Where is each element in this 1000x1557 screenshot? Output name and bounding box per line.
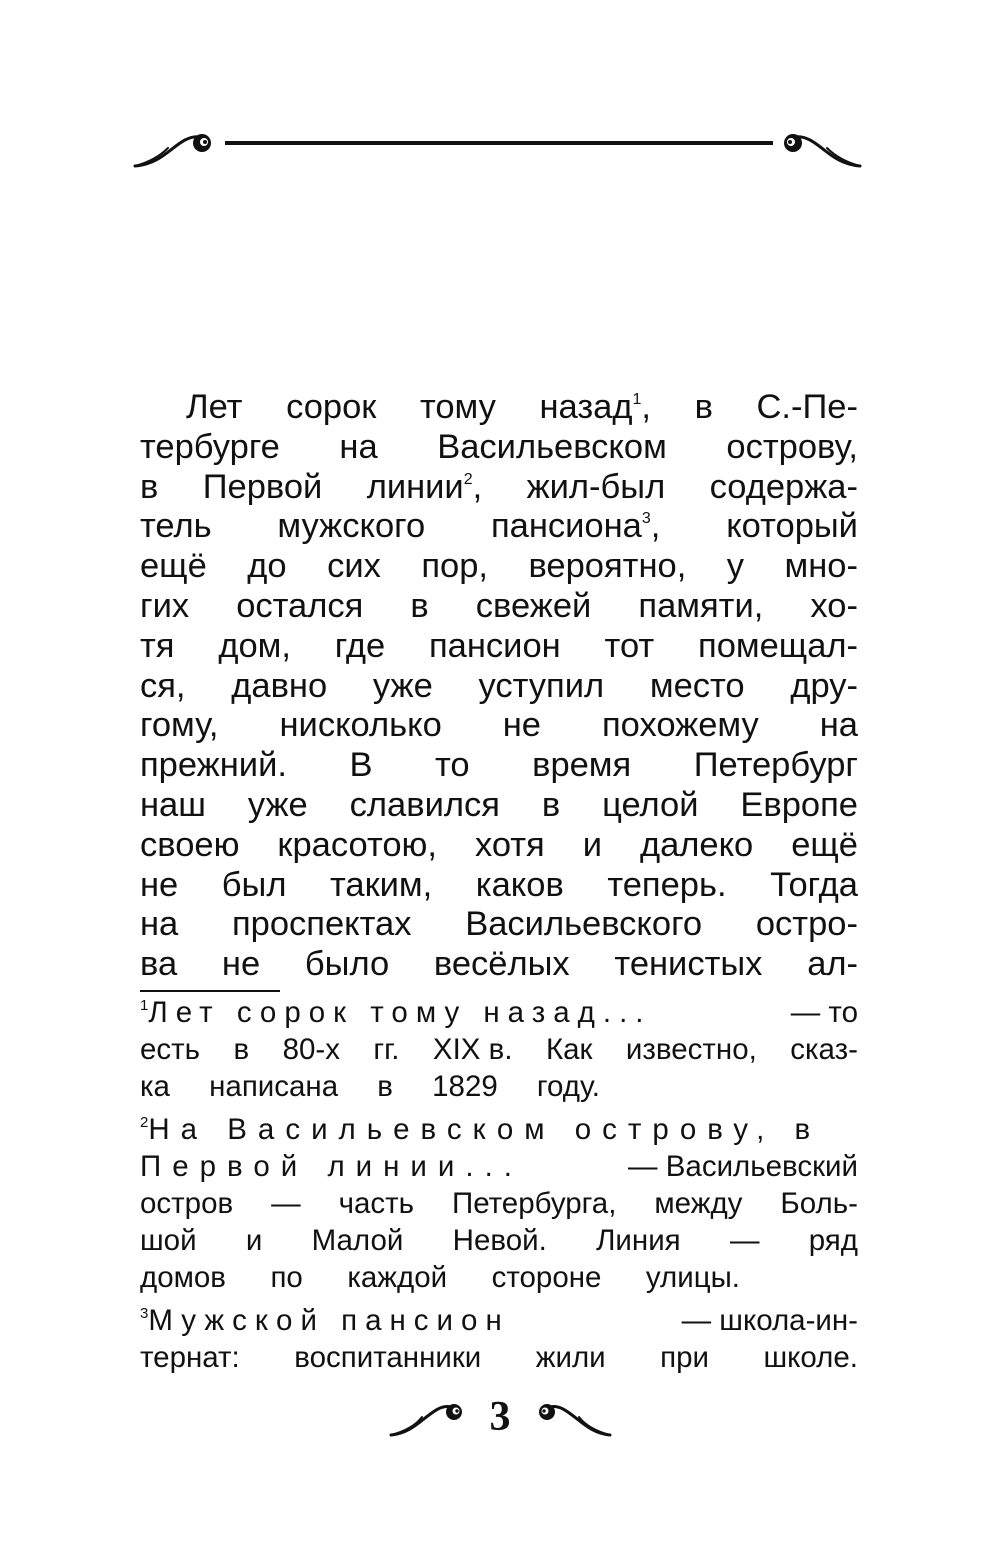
footnote-line (140, 1111, 858, 1148)
word: далеко (639, 825, 754, 864)
word: написана (209, 1070, 339, 1103)
word: ещё (791, 825, 858, 864)
word: время (532, 746, 632, 785)
word: красотою, (277, 825, 438, 864)
word: улицы. (645, 1261, 740, 1294)
word: часть (338, 1187, 415, 1220)
word: гих (140, 586, 190, 625)
word: в (377, 1070, 393, 1103)
word: Малой (311, 1224, 404, 1257)
word: хо- (810, 586, 858, 625)
word: на (819, 706, 858, 745)
word: — (729, 1224, 760, 1257)
word: уступил (478, 666, 605, 705)
word: остро- (755, 905, 858, 944)
header-ornament (130, 118, 865, 188)
word: домов (140, 1261, 226, 1294)
footnote-number: 2 (140, 1114, 149, 1131)
word: сорок (286, 388, 377, 426)
word: ал- (807, 945, 858, 984)
word: гому, (140, 706, 219, 745)
word: таким, (329, 865, 433, 904)
word: — Васильевский (628, 1150, 858, 1183)
word: тербурге (140, 427, 280, 466)
word: в (410, 586, 429, 625)
footer-left-swirl-icon (446, 1404, 462, 1420)
text-line (140, 945, 858, 985)
word: между (654, 1187, 743, 1220)
word: Невой. (452, 1224, 547, 1257)
text-line (140, 388, 858, 428)
word: нисколько (279, 706, 442, 745)
word: гг. (373, 1033, 400, 1066)
word: есть (140, 1033, 201, 1066)
word: при (660, 1341, 709, 1374)
text-line (140, 826, 858, 866)
word: назад$^1$, (539, 388, 651, 426)
word: в (694, 388, 713, 426)
text-line (140, 746, 858, 786)
footnote-reference[interactable]: 2 (463, 470, 473, 488)
text-line (140, 507, 858, 547)
word: и (582, 825, 602, 864)
word: место (649, 666, 745, 705)
word: пор, (421, 547, 488, 586)
word: Петербурга, (451, 1187, 617, 1220)
footnote-line (140, 1339, 858, 1376)
word: каков (475, 865, 564, 904)
right-swirl-icon (784, 134, 802, 152)
footnote-reference[interactable]: 1 (632, 391, 642, 408)
word: 80-х (282, 1033, 340, 1066)
word: В (349, 746, 373, 785)
word: мно- (784, 547, 858, 586)
word: не (140, 865, 179, 904)
word: не (502, 706, 541, 745)
word: проспектах (231, 905, 412, 944)
footnote-line (140, 1222, 858, 1259)
word: каждой (347, 1261, 448, 1294)
word: шой (140, 1224, 197, 1257)
word: памяти, (638, 586, 764, 625)
text-line (140, 428, 858, 468)
word: и (245, 1224, 263, 1257)
main-text (140, 388, 858, 985)
text-line (140, 706, 858, 746)
word: то (434, 746, 470, 785)
word: тому (419, 388, 496, 426)
footnote-line (140, 1185, 858, 1222)
footnote-line (140, 994, 858, 1031)
footnote-line (140, 1148, 858, 1185)
word: С.-Пе- (756, 388, 858, 426)
footnotes (140, 994, 858, 1376)
text-line (140, 587, 858, 627)
word: Первой (202, 467, 323, 506)
footnote-term: Первой линии... (140, 1150, 523, 1183)
word: ка (140, 1070, 170, 1103)
word: Европе (740, 785, 858, 824)
text-line (140, 667, 858, 707)
word: уже (247, 785, 308, 824)
word: давно (231, 666, 328, 705)
word: тернат: (140, 1341, 240, 1374)
word: известно, (625, 1033, 757, 1066)
word: воспитанники (294, 1341, 482, 1374)
footnote-number: 3 (140, 1305, 149, 1322)
header-rule (225, 141, 773, 145)
word: который (726, 507, 858, 546)
word: весёлых (433, 945, 570, 984)
word: тя (140, 626, 175, 665)
word: Линия (596, 1224, 681, 1257)
word: на (339, 427, 378, 466)
word: не (221, 945, 261, 984)
footnote-1 (140, 994, 858, 1105)
word: прежний. (140, 746, 287, 785)
text-line (140, 468, 858, 508)
footnote-number: 1 (140, 997, 149, 1014)
word: тенистых (614, 945, 763, 984)
word: своею (140, 825, 240, 864)
word: наш (140, 785, 206, 824)
left-swirl-icon (193, 134, 211, 152)
text-line (140, 866, 858, 906)
word: остался (236, 586, 364, 625)
word: 1829 (432, 1070, 498, 1103)
word: был (221, 865, 287, 904)
word: на (140, 905, 179, 944)
footnote-term: $^3$Мужской пансион (140, 1304, 510, 1337)
word: XIX в. (432, 1033, 513, 1066)
word: дру- (790, 666, 858, 705)
footnote-line (140, 1302, 858, 1339)
word: — то (790, 996, 858, 1029)
word: содержа- (709, 467, 858, 506)
footnote-term: $^1$Лет сорок тому назад... (140, 996, 652, 1029)
word: ся, (140, 666, 186, 705)
word: Тогда (770, 865, 858, 904)
word: помещал- (698, 626, 858, 665)
word: мужского (277, 507, 426, 546)
footnote-3 (140, 1302, 858, 1376)
word: — (271, 1187, 301, 1220)
word: в (140, 467, 159, 506)
word: ряд (808, 1224, 858, 1257)
word: тот (604, 626, 655, 665)
word: по (270, 1261, 303, 1294)
word: — школа-ин- (681, 1304, 858, 1337)
word: линии$^2$, (366, 467, 483, 506)
word: было (304, 945, 390, 984)
word: году. (536, 1070, 600, 1103)
word: дом, (218, 626, 291, 665)
word: свежей (475, 586, 592, 625)
word: вероятно, (528, 547, 687, 586)
footnote-line (140, 1068, 600, 1105)
word: Как (545, 1033, 593, 1066)
word: ва (140, 945, 178, 984)
footer-right-swirl-icon (539, 1404, 555, 1420)
word: где (334, 626, 386, 665)
word: острову, (726, 427, 858, 466)
word: сих (327, 547, 381, 586)
word: Васильевского (465, 905, 703, 944)
word: жил-был (526, 467, 666, 506)
text-line (140, 786, 858, 826)
word: у (726, 547, 745, 586)
word: хотя (474, 825, 545, 864)
word: ещё (140, 547, 207, 586)
word: славился (349, 785, 500, 824)
footnote-line (140, 1031, 858, 1068)
word: сказ- (790, 1033, 858, 1066)
word: жили (535, 1341, 606, 1374)
footnote-divider (140, 990, 280, 992)
text-line (140, 627, 858, 667)
word: в (233, 1033, 250, 1066)
word: пансион (429, 626, 561, 665)
word: до (247, 547, 287, 586)
footnote-2 (140, 1111, 858, 1296)
word: Лет (186, 388, 243, 426)
page-number: 3 (489, 1394, 511, 1440)
word: школе. (763, 1341, 858, 1374)
word: Боль- (780, 1187, 858, 1220)
text-line (140, 905, 858, 945)
word: уже (372, 666, 433, 705)
word: остров (140, 1187, 234, 1220)
word: теперь. (607, 865, 727, 904)
footnote-line (140, 1259, 740, 1296)
word: Петербург (693, 746, 858, 785)
word: тель (140, 507, 212, 546)
word: пансиона$^3$, (490, 507, 661, 546)
footnote-term: $^2$На Васильевском острову, в (140, 1113, 822, 1146)
word: похожему (601, 706, 759, 745)
word: в (541, 785, 561, 824)
word: целой (602, 785, 699, 824)
word: Васильевском (437, 427, 667, 466)
footnote-reference[interactable]: 3 (641, 510, 651, 528)
text-line (140, 547, 858, 587)
word: стороне (491, 1261, 602, 1294)
